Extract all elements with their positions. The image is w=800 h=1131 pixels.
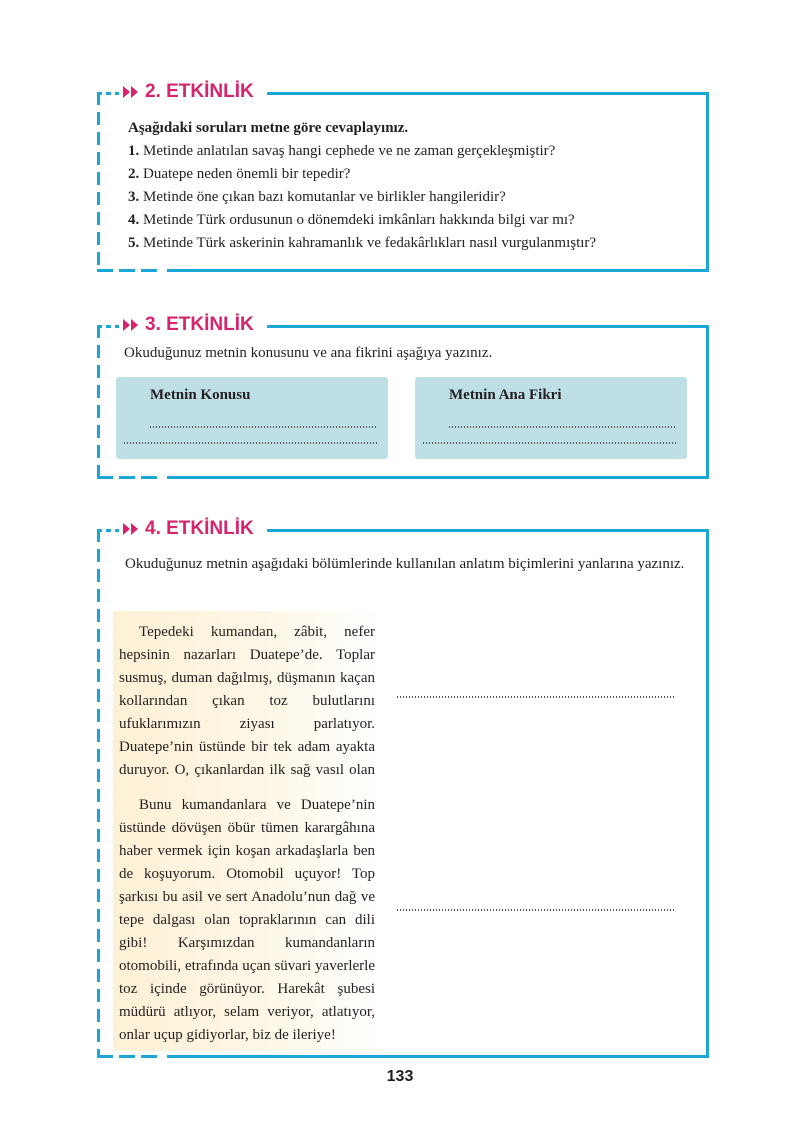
main-idea-box-title: Metnin Ana Fikri (449, 387, 562, 403)
frame-border (97, 476, 163, 479)
activity-4-frame (97, 518, 709, 1058)
frame-border (267, 529, 709, 532)
frame-border (97, 529, 100, 1058)
frame-border (167, 1055, 709, 1058)
answer-line[interactable] (423, 442, 676, 444)
activity-4-title: 4. ETKİNLİK (145, 518, 254, 539)
question-5: 5. Metinde Türk askerinin kahramanlık ve fedakârlıkları nasıl vurgulanmıştır? (128, 235, 597, 251)
frame-border (97, 92, 119, 95)
activity-2-title: 2. ETKİNLİK (145, 81, 254, 102)
question-4: 4. Metinde Türk ordusunun o dönemdeki imkânları hakkında bilgi var mı? (128, 212, 575, 228)
frame-border (97, 92, 100, 272)
activity-3-frame (97, 314, 709, 479)
frame-border (706, 92, 709, 272)
activity-2-frame (97, 81, 709, 272)
topic-answer-box[interactable] (116, 377, 388, 459)
frame-border (706, 529, 709, 1058)
activity-2-heading (123, 80, 260, 104)
frame-border (167, 269, 709, 272)
answer-line-2[interactable] (397, 909, 675, 911)
question-2: 2. Duatepe neden önemli bir tepedir? (128, 166, 351, 182)
answer-line[interactable] (150, 426, 377, 428)
answer-line[interactable] (449, 426, 676, 428)
answer-line[interactable] (124, 442, 377, 444)
answer-line-1[interactable] (397, 696, 675, 698)
double-arrow-icon (123, 523, 139, 535)
question-1: 1. Metinde anlatılan savaş hangi cephede ve ne zaman gerçekleşmiştir? (128, 143, 556, 159)
page-number: 133 (386, 1068, 414, 1085)
frame-border (267, 325, 709, 328)
frame-border (97, 529, 119, 532)
activity-2-instruction: Aşağıdaki soruları metne göre cevaplayınız. (128, 120, 409, 136)
frame-border (267, 92, 709, 95)
double-arrow-icon (123, 319, 139, 331)
double-arrow-icon (123, 86, 139, 98)
activity-4-heading (123, 517, 260, 541)
activity-3-instruction: Okuduğunuz metnin konusunu ve ana fikrini aşağıya yazınız. (124, 345, 493, 361)
frame-border (97, 1055, 163, 1058)
frame-border (97, 269, 163, 272)
question-3: 3. Metinde öne çıkan bazı komutanlar ve birlikler hangileridir? (128, 189, 506, 205)
activity-3-title: 3. ETKİNLİK (145, 314, 254, 335)
frame-border (706, 325, 709, 479)
topic-box-title: Metnin Konusu (150, 387, 251, 403)
passage-1: Tepedeki kumandan, zâbit, nefer hepsinin nazarları Duatepe’de. Toplar susmuş, duman dağılmış, düşmanın kaçan kollarından çıkan toz bulutlarını ufuklarımızın ziyası parlatıyor. Duatepe’nin üstünde bir tek adam ayakta duruyor. O, çıkanlardan ilk sağ vasıl olan (113, 611, 383, 809)
passage-2: Bunu kumandanlara ve Duatepe’nin üstünde dövüşen öbür tümen karargâhına haber vermek için koşan arkadaşlarla ben de koşuyorum. Otomobil uçuyor! Top şarkısı bu asil ve sert Anadolu’nun dağ ve tepe dalgası olan topraklarının can dili gibi! Karşımızdan kumandanların otomobili, etrafında uçan süvari yaverlerle toz içinde görünüyor. Harekât şubesi müdürü atlıyor, selam veriyor, atlatıyor, onlar uçup gidiyorlar, biz de ileriye! (113, 784, 383, 1051)
frame-border (97, 325, 100, 479)
frame-border (167, 476, 709, 479)
main-idea-answer-box[interactable] (415, 377, 687, 459)
frame-border (97, 325, 119, 328)
activity-3-heading (123, 313, 260, 337)
activity-4-instruction: Okuduğunuz metnin aşağıdaki bölümlerinde kullanılan anlatım biçimlerini yanlarına yazınız. (125, 556, 685, 572)
